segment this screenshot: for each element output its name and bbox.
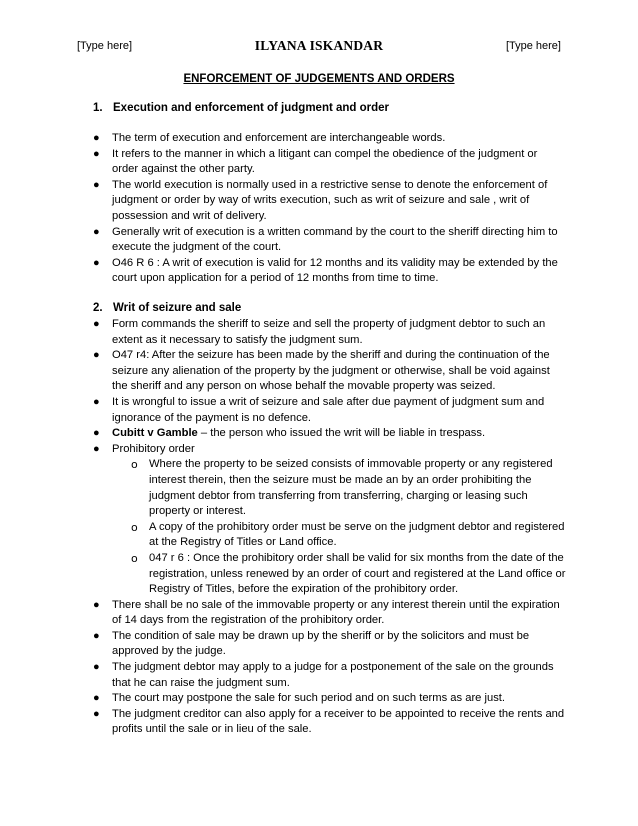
section-heading-1 — [93, 101, 389, 116]
list-item — [0, 348, 638, 395]
prohibitory-label: Prohibitory order — [112, 442, 195, 455]
hollow-bullet-icon: o — [131, 551, 138, 565]
bullet-icon: ● — [93, 225, 100, 238]
list-item — [0, 691, 638, 707]
section-number: 1. — [93, 102, 103, 114]
list-item — [0, 707, 638, 738]
bullet-icon: ● — [93, 692, 100, 705]
list-item — [0, 178, 638, 225]
bullet-icon: ● — [93, 147, 100, 160]
list-item-text: There shall be no sale of the immovable property or any interest therein until the expiration of 14 days from the registration of the prohibitory order. — [112, 598, 560, 627]
list-item-text: Form commands the sheriff to seize and sell the property of judgment debtor to such an extent as it necessary to satisfy the judgment sum. — [112, 318, 546, 346]
sub-list-item-text: 047 r 6 : Once the prohibitory order shall be valid for six months from the date of the registration, unless renewed by an order of court and registered at the Land office or Registry of Titles, before the expiration of the prohibitory order. — [149, 551, 566, 596]
bullet-icon: ● — [93, 598, 100, 611]
section-heading-2 — [93, 301, 241, 316]
sub-list-item-text: A copy of the prohibitory order must be serve on the judgment debtor and registered at the Registry of Titles or Land office. — [149, 520, 565, 549]
bullet-icon: ● — [93, 395, 100, 408]
bullet-icon: ● — [93, 178, 100, 191]
list-item — [0, 317, 638, 348]
list-item — [0, 225, 638, 256]
bullet-icon: ● — [93, 349, 100, 362]
case-name: Cubitt v Gamble — [112, 427, 198, 440]
list-item-text: The term of execution and enforcement are interchangeable words. — [112, 132, 446, 144]
section-title: Writ of seizure and sale — [113, 302, 242, 314]
list-item-text: It refers to the manner in which a litigant can compel the obedience of the judgment or order against the other party. — [112, 147, 538, 176]
list-item — [0, 426, 638, 442]
list-item-text: The world execution is normally used in a restrictive sense to denote the enforcement of judgment or order by way of writs execution, such as writ of seizure and sale , writ of possession and writ of delivery. — [112, 178, 548, 222]
sub-list-item-text: Where the property to be seized consists of immovable property or any registered interest therein, then the seizure must be made an by an order prohibiting the judgment debtor from transferring from transferring, charging or leasing such property or interest. — [149, 458, 553, 518]
bullet-icon: ● — [93, 132, 100, 144]
sub-list-item — [112, 457, 566, 519]
list-item-text: The judgment creditor can also apply for a receiver to be appointed to receive the rents and profits until the sale or in lieu of the sale. — [112, 707, 565, 736]
section-2-list — [0, 317, 638, 738]
bullet-icon: ● — [93, 629, 100, 642]
section-1-list — [0, 131, 638, 287]
bullet-icon: ● — [93, 318, 100, 330]
list-item-text: The court may postpone the sale for such period and on such terms as are just. — [112, 692, 506, 705]
sub-list-item — [112, 551, 566, 598]
list-item-text: O46 R 6 : A writ of execution is valid for 12 months and its validity may be extended by the court upon application for a period of 12 months from time to time. — [112, 256, 558, 285]
bullet-icon: ● — [93, 442, 100, 455]
header-left: [Type here] — [77, 40, 133, 52]
list-item-text: Generally writ of execution is a written command by the court to the sheriff directing him to execute the judgment of the court. — [112, 225, 558, 254]
bullet-icon: ● — [93, 427, 100, 440]
list-item — [0, 147, 638, 178]
case-text: – the person who issued the writ will be liable in trespass. — [197, 427, 486, 440]
list-item-text: The judgment debtor may apply to a judge for a postponement of the sale on the grounds that he can raise the judgment sum. — [112, 661, 554, 689]
bullet-icon: ● — [93, 707, 100, 720]
sub-list — [112, 457, 566, 597]
hollow-bullet-icon: o — [131, 520, 138, 534]
sub-list-item — [112, 520, 566, 551]
list-item — [0, 598, 638, 629]
page-header — [77, 38, 561, 54]
bullet-icon: ● — [93, 661, 100, 674]
list-item-text: The condition of sale may be drawn up by the sheriff or by the solicitors and must be approved by the judge. — [112, 629, 530, 658]
section-title: Execution and enforcement of judgment and order — [113, 102, 390, 114]
header-right: [Type here] — [505, 40, 561, 52]
list-item — [0, 256, 638, 287]
list-item-text: It is wrongful to issue a writ of seizure and sale after due payment of judgment sum and ignorance of the payment is no defence. — [112, 395, 545, 424]
hollow-bullet-icon: o — [131, 458, 138, 472]
section-number: 2. — [93, 302, 103, 314]
list-item — [0, 395, 638, 426]
list-item — [0, 442, 638, 598]
list-item — [0, 660, 638, 691]
list-item — [0, 131, 638, 147]
list-item-text: O47 r4: After the seizure has been made by the sheriff and during the continuation of the seizure any alienation of the property by the judgment or otherwise, shall be void against the sheriff and any person on whose behalf the movable property was seized. — [112, 349, 550, 393]
header-author: ILYANA ISKANDAR — [254, 38, 384, 53]
document-title: ENFORCEMENT OF JUDGEMENTS AND ORDERS — [183, 73, 455, 85]
list-item — [0, 629, 638, 660]
bullet-icon: ● — [93, 256, 100, 269]
